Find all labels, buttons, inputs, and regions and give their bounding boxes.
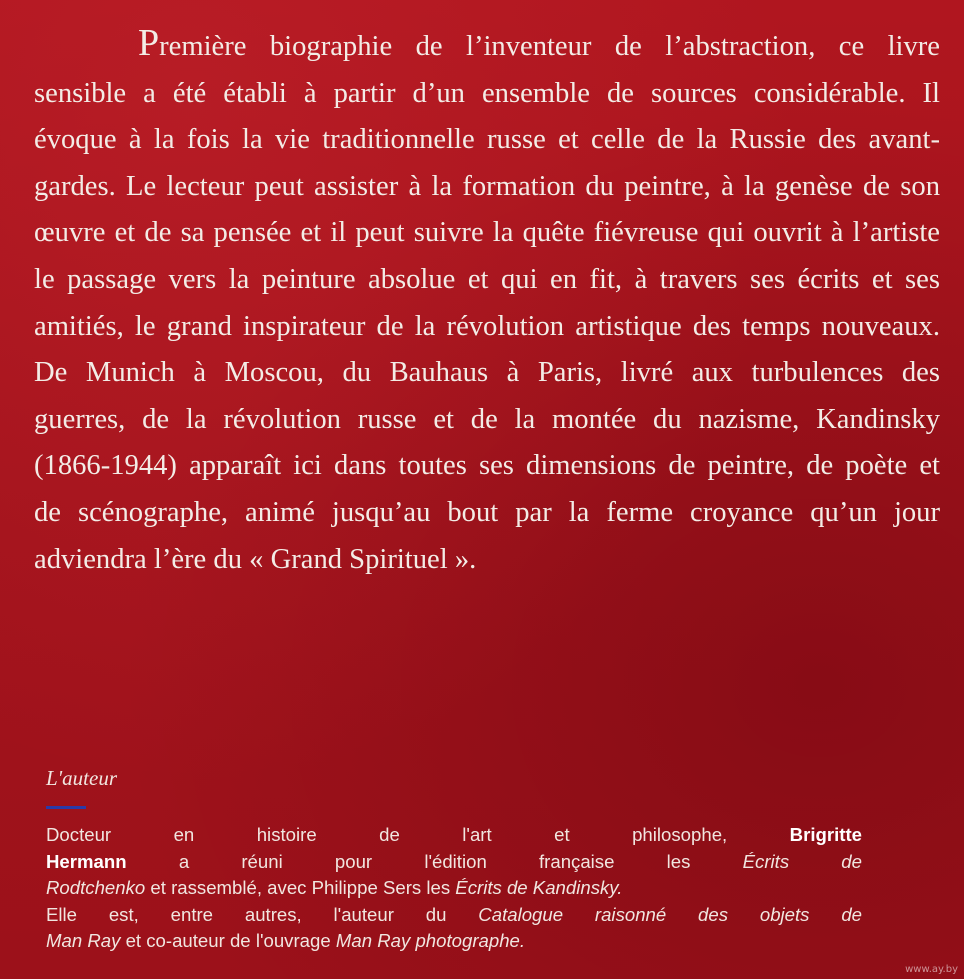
blurb-line: gardes. Le lecteur peut assister à la formation du peintre, à la genèse de son [34, 170, 940, 202]
blurb-line: adviendra l’ère du « Grand Spirituel ». [34, 543, 477, 575]
author-name: Hermann [46, 850, 127, 872]
drop-cap: P [138, 22, 160, 64]
blurb-text [34, 20, 940, 583]
blurb-line: Première biographie de l’inventeur de l’abstraction, ce livre [138, 22, 940, 64]
bio-line: Elle est, entre autres, l'auteur du Catalogue raisonné des objets de [46, 903, 862, 925]
author-bio [46, 822, 862, 955]
bio-line: Man Ray et co-auteur de l'ouvrage Man Ray photographe. [46, 930, 526, 952]
blurb-line: de scénographe, animé jusqu’au bout par la ferme croyance qu’un jour [34, 496, 940, 528]
author-name: Brigritte [789, 824, 862, 845]
blurb-line: évoque à la fois la vie traditionnelle russe et celle de la Russie des avant- [34, 124, 940, 156]
bio-line: Hermann a réuni pour l'édition française les Écrits de [46, 850, 862, 872]
site-watermark: www.ay.by [905, 964, 958, 975]
author-heading: L'auteur [46, 766, 117, 790]
author-divider [46, 806, 86, 809]
blurb-line: œuvre et de sa pensée et il peut suivre la quête fiévreuse qui ouvrit à l’artiste [34, 217, 940, 249]
blurb-line: sensible a été établi à partir d’un ensemble de sources considérable. Il [34, 77, 940, 109]
bio-line: Rodtchenko et rassemblé, avec Philippe Sers les Écrits de Kandinsky. [46, 877, 623, 899]
blurb-line: amitiés, le grand inspirateur de la révolution artistique des temps nouveaux. [34, 310, 940, 342]
bio-line: Docteur en histoire de l'art et philosophe, Brigritte [46, 824, 862, 845]
blurb-line: le passage vers la peinture absolue et qui en fit, à travers ses écrits et ses [34, 263, 940, 295]
blurb-line: De Munich à Moscou, du Bauhaus à Paris, livré aux turbulences des [34, 357, 940, 389]
blurb-line: (1866-1944) apparaît ici dans toutes ses dimensions de peintre, de poète et [34, 450, 940, 482]
blurb-line: guerres, de la révolution russe et de la montée du nazisme, Kandinsky [34, 403, 940, 435]
